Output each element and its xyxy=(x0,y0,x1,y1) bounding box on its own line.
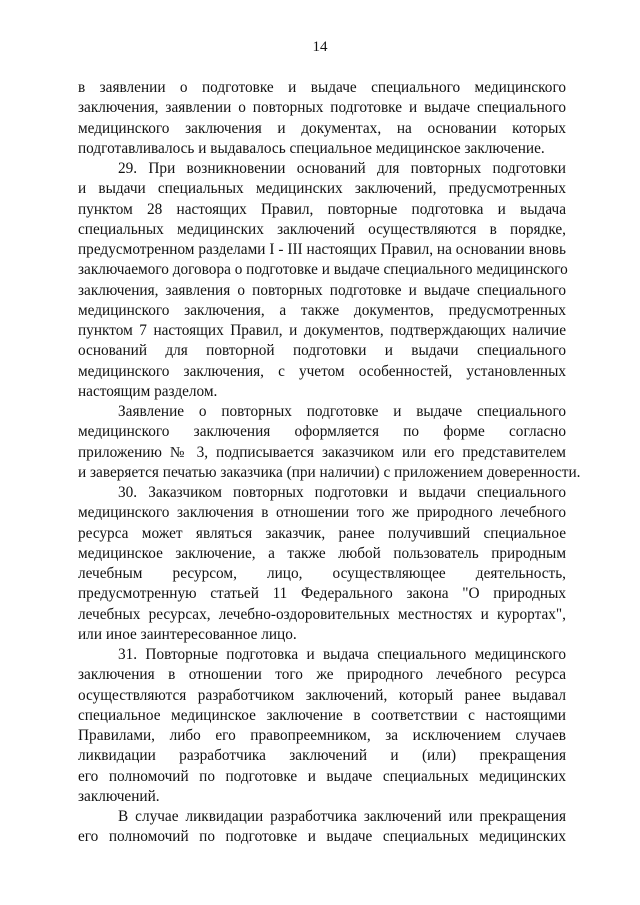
text-line: предусмотренном разделами I - III настоящих Правил, на основании вновь xyxy=(78,241,566,258)
text-line: медицинского заключения, с учетом особенностей, установленных xyxy=(78,362,566,380)
text-line: пунктом 7 настоящих Правил, и документов, подтверждающих наличие xyxy=(78,322,566,339)
text-line: 30. Заказчиком повторных подготовки и выдачи специального xyxy=(118,484,566,501)
text-line: в заявлении о подготовке и выдаче специального медицинского xyxy=(78,79,566,96)
paragraph xyxy=(78,645,566,807)
text-line: и заверяется печатью заказчика (при наличии) с приложением доверенности. xyxy=(78,463,581,481)
text-line: ресурса может являться заказчик, ранее получивший специальное xyxy=(78,524,566,542)
page-number: 14 xyxy=(312,39,328,55)
paragraph xyxy=(78,807,566,848)
text-line: его полномочий по подготовке и выдаче специальных медицинских xyxy=(78,828,566,846)
paragraph xyxy=(78,159,566,402)
text-line: осуществляются разработчиком заключений, который ранее выдавал xyxy=(78,686,566,704)
text-line: медицинского заключения оформляется по форме согласно xyxy=(78,423,566,441)
text-line: приложению № 3, подписывается заказчиком или его представителем xyxy=(78,443,566,461)
paragraph xyxy=(78,483,566,645)
text-line: или иное заинтересованное лицо. xyxy=(78,625,297,643)
text-line: 29. При возникновении оснований для повторных подготовки xyxy=(118,160,566,177)
text-line: медицинского заключения и документах, на основании которых xyxy=(78,119,566,137)
text-line: пунктом 28 настоящих Правил, повторные подготовка и выдача xyxy=(78,200,566,218)
text-line: В случае ликвидации разработчика заключений или прекращения xyxy=(118,808,566,825)
text-line: лечебным ресурсом, лицо, осуществляющее деятельность, xyxy=(78,565,566,582)
text-line: заключений. xyxy=(78,787,160,805)
text-line: Правилами, либо его правопреемником, за исключением случаев xyxy=(78,727,566,744)
text-line: Заявление о повторных подготовке и выдаче специального xyxy=(118,403,566,420)
text-line: подготавливалось и выдавалось специальное медицинское заключение. xyxy=(78,139,545,157)
text-line: оснований для повторной подготовки и выдачи специального xyxy=(78,342,566,360)
text-line: специальное медицинское заключение в соответствии с настоящими xyxy=(78,706,566,724)
text-line: настоящим разделом. xyxy=(78,382,218,400)
text-line: заключаемого договора о подготовке и выдаче специального медицинского xyxy=(78,261,568,279)
text-line: заключения, заявления о повторных подготовке и выдаче специального xyxy=(78,281,566,299)
text-line: его полномочий по подготовке и выдаче специальных медицинских xyxy=(78,767,566,785)
document-body xyxy=(78,78,581,848)
text-line: заключения, заявлении о повторных подготовке и выдаче специального xyxy=(78,99,566,117)
paragraph xyxy=(78,402,581,483)
text-line: лечебных ресурсах, лечебно-оздоровительных местностях и курортах", xyxy=(78,605,566,623)
text-line: медицинского заключения, а также документов, предусмотренных xyxy=(78,301,566,319)
text-line: предусмотренную статьей 11 Федерального закона "О природных xyxy=(78,585,566,603)
text-line: медицинское заключение, а также любой пользователь природным xyxy=(78,544,566,562)
text-line: заключения в отношении того же природного лечебного ресурса xyxy=(78,666,566,684)
text-line: ликвидации разработчика заключений и (или) прекращения xyxy=(78,747,566,765)
text-line: и выдачи специальных медицинских заключений, предусмотренных xyxy=(78,180,566,198)
text-line: 31. Повторные подготовка и выдача специального медицинского xyxy=(118,646,566,663)
text-line: медицинского заключения в отношении того же природного лечебного xyxy=(78,504,566,522)
text-line: специальных медицинских заключений осуществляются в порядке, xyxy=(78,220,566,238)
paragraph xyxy=(78,78,566,159)
